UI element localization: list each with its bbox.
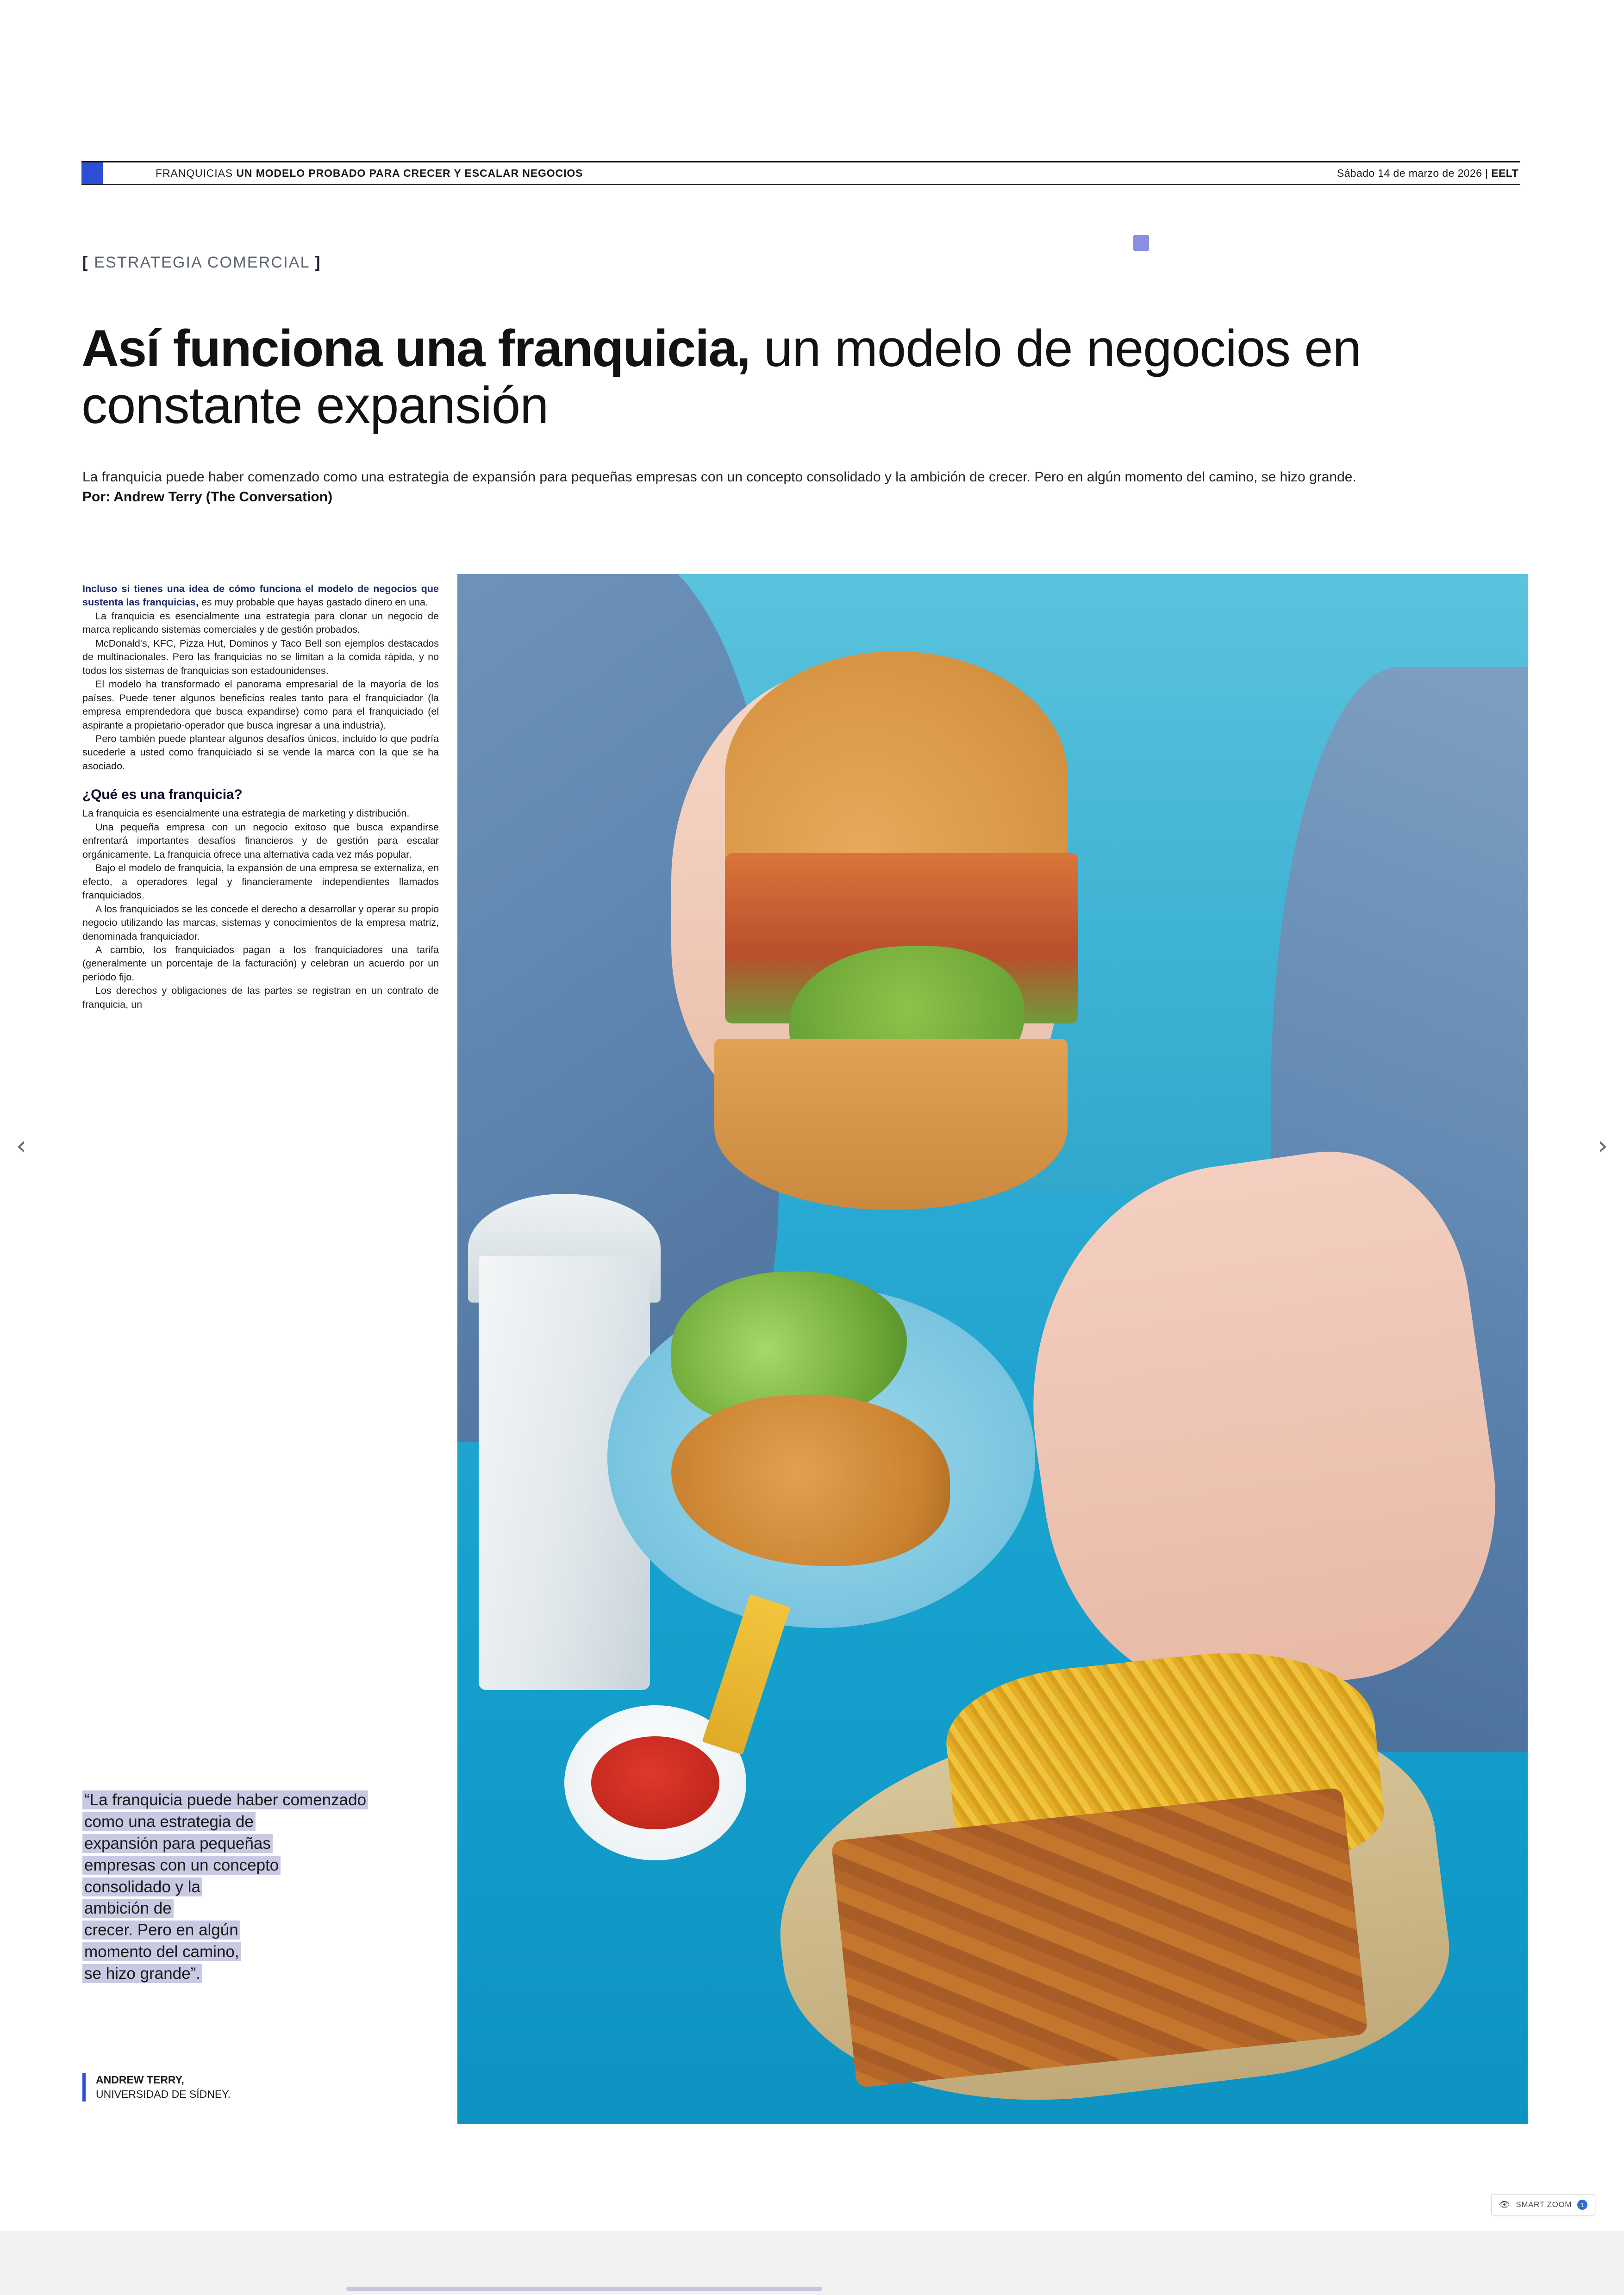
pull-quote-line: expansión para pequeñas [84, 1834, 271, 1852]
pull-quote-line: momento del camino, [84, 1943, 239, 1961]
article-byline: Por: Andrew Terry (The Conversation) [82, 489, 333, 505]
pull-quote-line: crecer. Pero en algún [84, 1921, 238, 1940]
pull-quote-author: ANDREW TERRY, [96, 2074, 184, 2086]
kicker-bracket-close: ] [315, 254, 321, 271]
article-kicker [82, 254, 321, 272]
masthead-section [156, 167, 583, 180]
body-paragraph: McDonald's, KFC, Pizza Hut, Dominos y Taco Bell son ejemplos destacados de multinacionales. Pero las franquicias no se limitan a la comida rápida, y no todos los sistemas de franquicias son estadounidenses. [82, 637, 439, 676]
body-paragraph-lead [82, 582, 439, 610]
headline-bold-part: Así funciona una franquicia, [81, 319, 750, 378]
pull-quote-line: ambición de [84, 1899, 172, 1918]
chevron-left-icon: ‹ [16, 1130, 27, 1161]
kicker-bracket-open: [ [82, 254, 89, 271]
page-title [81, 320, 1526, 434]
masthead-date: Sábado 14 de marzo de 2026 [1337, 167, 1482, 179]
body-paragraph: La franquicia es esencialmente una estrategia de marketing y distribución. [82, 808, 410, 819]
article-photo [457, 574, 1528, 2124]
horizontal-scrollbar[interactable] [0, 2283, 1624, 2295]
chevron-right-icon: › [1597, 1130, 1608, 1161]
pull-quote-text [82, 1790, 368, 1983]
smart-zoom-badge: 1 [1577, 2200, 1587, 2210]
pull-quote-line: como una estrategia de [84, 1812, 254, 1831]
masthead-date-edition [1337, 167, 1518, 180]
body-subheading: ¿Qué es una franquicia? [82, 787, 243, 803]
article-body-column [82, 582, 439, 1011]
body-paragraph: Bajo el modelo de franquicia, la expansión de una empresa se externaliza, en efecto, a operadores legal y financieramente independientes llamados franquiciados. [82, 862, 439, 901]
masthead-section-label: FRANQUICIAS [156, 167, 233, 179]
pull-quote-line: consolidado y la [84, 1877, 200, 1896]
body-paragraph: El modelo ha transformado el panorama empresarial de la mayoría de los países. Puede tener algunos beneficios reales tanto para el franquiciador (la empresa emprendedora que busca expandirse) como para el franquiciado (el aspirante a propietario-operador que busca ingresar a una industria). [82, 679, 439, 731]
lead-rest-text: es muy probable que hayas gastado dinero en una. [198, 597, 428, 608]
pull-quote-attribution [82, 2073, 439, 2102]
photo-ketchup [591, 1736, 719, 1829]
next-page-button[interactable] [1589, 1125, 1617, 1166]
masthead-edition: EELT [1491, 167, 1518, 179]
kicker-label: ESTRATEGIA COMERCIAL [94, 254, 310, 271]
smart-zoom-label: SMART ZOOM [1516, 2200, 1572, 2209]
body-paragraph: Pero también puede plantear algunos desafíos únicos, incluido lo que podría sucederle a usted como franquiciado si se vende la marca con la que se ha asociado. [82, 733, 439, 772]
masthead-strip [81, 161, 1520, 185]
body-paragraph: Una pequeña empresa con un negocio exitoso que busca expandirse enfrentará importantes desafíos financieros y de gestión para escalar orgánicamente. La franquicia ofrece una alternativa cada vez más popular. [82, 821, 439, 860]
pull-quote-line: se hizo grande”. [84, 1964, 200, 1983]
body-paragraph: La franquicia es esencialmente una estrategia para clonar un negocio de marca replicando sistemas comerciales y de gestión probados. [82, 610, 439, 636]
pull-quote-role: UNIVERSIDAD DE SÍDNEY. [96, 2088, 231, 2101]
smart-zoom-button[interactable] [1491, 2194, 1595, 2215]
pull-quote [82, 1790, 439, 1985]
headline-light-part: un modelo de negocios en constante expansión [81, 319, 1361, 435]
photo-burger-bottom-bun [714, 1039, 1068, 1209]
article-standfirst [82, 468, 1379, 507]
pull-quote-text-wrap [82, 1790, 439, 1985]
masthead-separator: | [1485, 167, 1488, 179]
masthead-tagline: UN MODELO PROBADO PARA CRECER Y ESCALAR NEGOCIOS [236, 167, 583, 179]
selection-marker [1133, 235, 1149, 251]
body-paragraph: A cambio, los franquiciados pagan a los franquiciadores una tarifa (generalmente un porcentaje de la facturación) y celebran un acuerdo por un período fijo. [82, 944, 439, 983]
eye-icon: 👁 [1499, 2200, 1511, 2210]
body-paragraph: A los franquiciados se les concede el derecho a desarrollar y operar su propio negocio utilizando las marcas, sistemas y conocimientos de la empresa matriz, denominada franquiciador. [82, 903, 439, 942]
previous-page-button[interactable] [7, 1125, 35, 1166]
lead-bold-text: Incluso si tienes una idea de cómo funciona el modelo de negocios que sustenta las franquicias, [82, 583, 439, 608]
scrollbar-thumb[interactable] [346, 2287, 822, 2291]
pull-quote-line: empresas con un concepto [84, 1856, 279, 1874]
standfirst-text: La franquicia puede haber comenzado como una estrategia de expansión para pequeñas empresas con un concepto consolidado y la ambición de crecer. Pero en algún momento del camino, se hizo grande. [82, 469, 1356, 485]
pull-quote-line: “La franquicia puede haber comenzado [84, 1791, 367, 1809]
body-paragraph: Los derechos y obligaciones de las partes se registran en un contrato de franquicia, un [82, 985, 439, 1010]
